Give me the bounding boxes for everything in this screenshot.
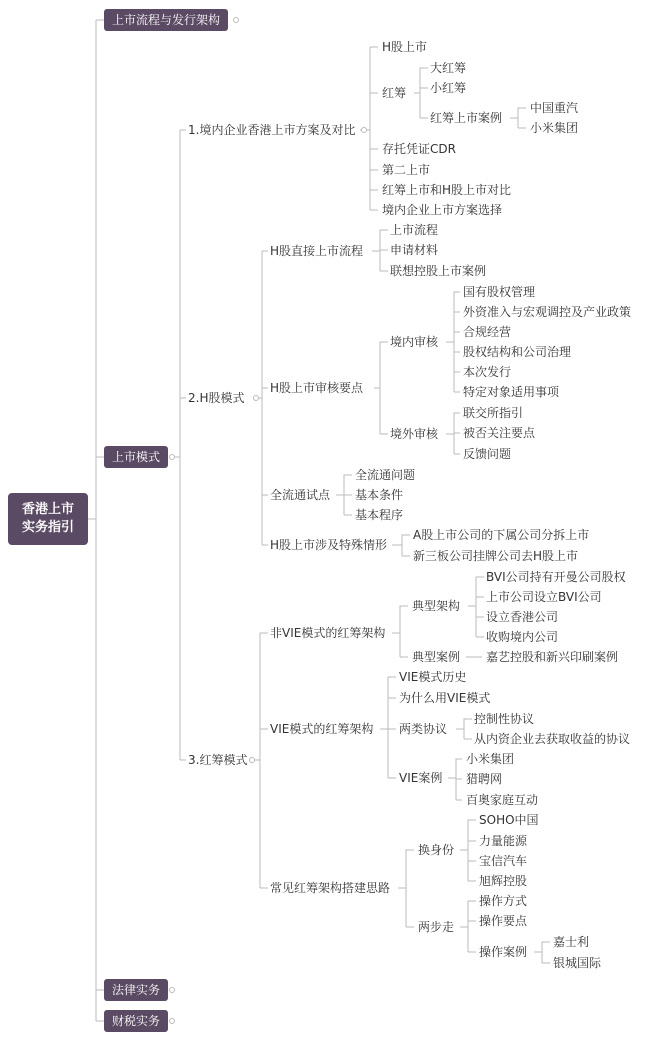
node-twostep[interactable]: 两步走 (418, 920, 455, 934)
node-overseas[interactable]: 境外审核 (390, 427, 439, 441)
node-o2[interactable]: 被否关注要点 (463, 426, 536, 440)
node-v-case[interactable]: VIE案例 (399, 771, 443, 785)
node-v-two2[interactable]: 从内资企业去获取收益的协议 (474, 732, 631, 746)
node-compare[interactable]: 红筹上市和H股上市对比 (382, 183, 512, 197)
node-vc2[interactable]: 猎聘网 (466, 772, 503, 786)
node-vc1[interactable]: 小米集团 (466, 752, 515, 766)
node-t1[interactable]: BVI公司持有开曼公司股权 (486, 570, 626, 584)
node-issue-structure[interactable] (104, 9, 228, 31)
node-special[interactable]: H股上市涉及特殊情形 (270, 538, 388, 552)
node-case-sinotruk[interactable]: 中国重汽 (530, 101, 579, 115)
node-tsc2[interactable]: 银城国际 (553, 956, 602, 970)
node-case-xiaomi[interactable]: 小米集团 (530, 121, 579, 135)
node-v-why[interactable]: 为什么用VIE模式 (399, 691, 491, 705)
node-nonvie[interactable]: 非VIE模式的红筹架构 (270, 626, 386, 640)
node-d3[interactable]: 合规经营 (463, 325, 512, 339)
node-o1[interactable]: 联交所指引 (463, 406, 524, 420)
node-process[interactable]: 上市流程 (390, 223, 439, 237)
node-label: 法律实务 (112, 983, 161, 997)
node-vc3[interactable]: 百奥家庭互动 (466, 793, 539, 807)
node-review[interactable]: H股上市审核要点 (270, 381, 364, 395)
node-t3[interactable]: 设立香港公司 (486, 610, 559, 624)
node-sw4[interactable]: 旭辉控股 (479, 874, 528, 888)
node-typical-case[interactable]: 典型案例 (412, 650, 461, 664)
node-label: 上市模式 (112, 450, 161, 464)
node-full[interactable]: 全流通试点 (270, 488, 331, 502)
node-s2[interactable]: 2.H股模式 (188, 391, 245, 405)
node-domestic[interactable]: 境内审核 (390, 335, 439, 349)
node-direct[interactable]: H股直接上市流程 (270, 244, 364, 258)
node-sp2[interactable]: 新三板公司挂牌公司去H股上市 (413, 549, 579, 563)
node-tc1[interactable]: 嘉艺控股和新兴印刷案例 (486, 650, 619, 664)
node-s3[interactable]: 3.红筹模式 (188, 753, 248, 767)
node-cdr[interactable]: 存托凭证CDR (382, 142, 456, 156)
node-f2[interactable]: 基本条件 (355, 488, 404, 502)
node-o3[interactable]: 反馈问题 (463, 447, 512, 461)
node-h-share[interactable]: H股上市 (382, 40, 428, 54)
node-d5[interactable]: 本次发行 (463, 365, 512, 379)
node-d2[interactable]: 外资准入与宏观调控及产业政策 (463, 305, 632, 319)
root-node[interactable] (8, 493, 88, 545)
node-ts1[interactable]: 操作方式 (479, 894, 528, 908)
node-s1[interactable]: 1.境内企业香港上市方案及对比 (188, 123, 356, 137)
root-label: 香港上市 实务指引 (21, 502, 74, 535)
node-d1[interactable]: 国有股权管理 (463, 285, 536, 299)
node-v-two1[interactable]: 控制性协议 (474, 712, 535, 726)
node-sw3[interactable]: 宝信汽车 (479, 854, 528, 868)
node-sw2[interactable]: 力量能源 (479, 834, 528, 848)
node-small-red[interactable]: 小红筹 (430, 81, 467, 95)
node-lenovo[interactable]: 联想控股上市案例 (390, 264, 487, 278)
node-vie[interactable]: VIE模式的红筹架构 (270, 722, 374, 736)
node-tax[interactable] (104, 1010, 168, 1032)
node-label: 上市流程与发行架构 (112, 13, 221, 27)
node-common[interactable]: 常见红筹架构搭建思路 (270, 881, 391, 895)
node-d6[interactable]: 特定对象适用事项 (463, 385, 560, 399)
node-sp1[interactable]: A股上市公司的下属公司分拆上市 (413, 528, 590, 542)
node-t4[interactable]: 收购境内公司 (486, 630, 559, 644)
node-ts2[interactable]: 操作要点 (479, 914, 528, 928)
node-sw1[interactable]: SOHO中国 (479, 813, 539, 827)
node-choice[interactable]: 境内企业上市方案选择 (382, 203, 503, 217)
node-legal[interactable] (104, 979, 168, 1001)
node-d4[interactable]: 股权结构和公司治理 (463, 345, 572, 359)
node-label: 财税实务 (112, 1014, 161, 1028)
node-ts3[interactable]: 操作案例 (479, 945, 528, 959)
node-v-two[interactable]: 两类协议 (399, 722, 448, 736)
node-v-history[interactable]: VIE模式历史 (399, 670, 467, 684)
node-materials[interactable]: 申请材料 (390, 243, 439, 257)
node-red-cases[interactable]: 红筹上市案例 (430, 111, 503, 125)
node-big-red[interactable]: 大红筹 (430, 61, 467, 75)
node-t2[interactable]: 上市公司设立BVI公司 (486, 590, 602, 604)
node-red-chip[interactable]: 红筹 (382, 86, 407, 100)
node-listing-mode[interactable] (104, 446, 168, 468)
node-swap[interactable]: 换身份 (418, 843, 455, 857)
node-f1[interactable]: 全流通问题 (355, 468, 416, 482)
node-tsc1[interactable]: 嘉士利 (553, 935, 590, 949)
node-f3[interactable]: 基本程序 (355, 508, 404, 522)
node-typical[interactable]: 典型架构 (412, 599, 461, 613)
node-secondary[interactable]: 第二上市 (382, 163, 431, 177)
